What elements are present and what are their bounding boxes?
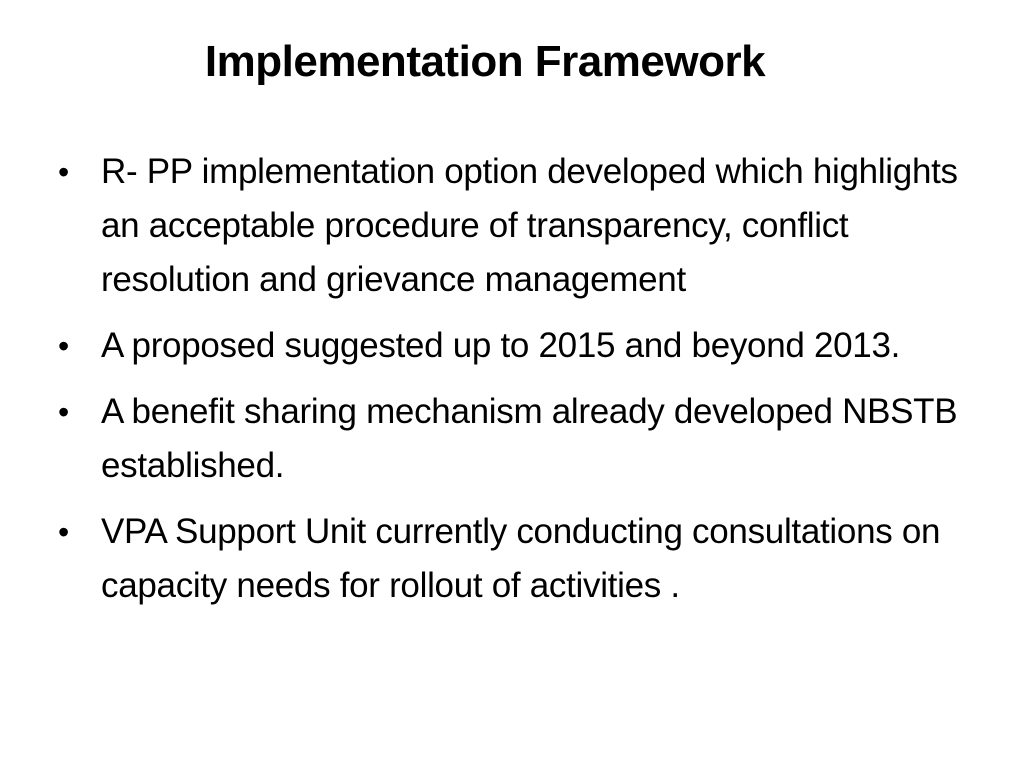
bullet-text: A benefit sharing mechanism already developed NBSTB established. xyxy=(101,392,958,485)
bullet-dot-icon: • xyxy=(58,514,69,550)
bullet-item xyxy=(58,385,968,493)
bullet-list xyxy=(58,145,968,625)
bullet-item xyxy=(58,505,968,613)
bullet-text: R- PP implementation option developed which highlights an acceptable procedure of transparency, conflict resolution and grievance management xyxy=(101,152,958,299)
bullet-dot-icon: • xyxy=(58,328,69,364)
bullet-text: VPA Support Unit currently conducting consultations on capacity needs for rollout of activities . xyxy=(101,512,941,605)
bullet-text: A proposed suggested up to 2015 and beyond 2013. xyxy=(101,326,901,365)
bullet-dot-icon: • xyxy=(58,154,69,190)
bullet-item xyxy=(58,145,968,307)
bullet-item xyxy=(58,319,968,373)
slide-title: Implementation Framework xyxy=(204,37,766,86)
bullet-dot-icon: • xyxy=(58,394,69,430)
